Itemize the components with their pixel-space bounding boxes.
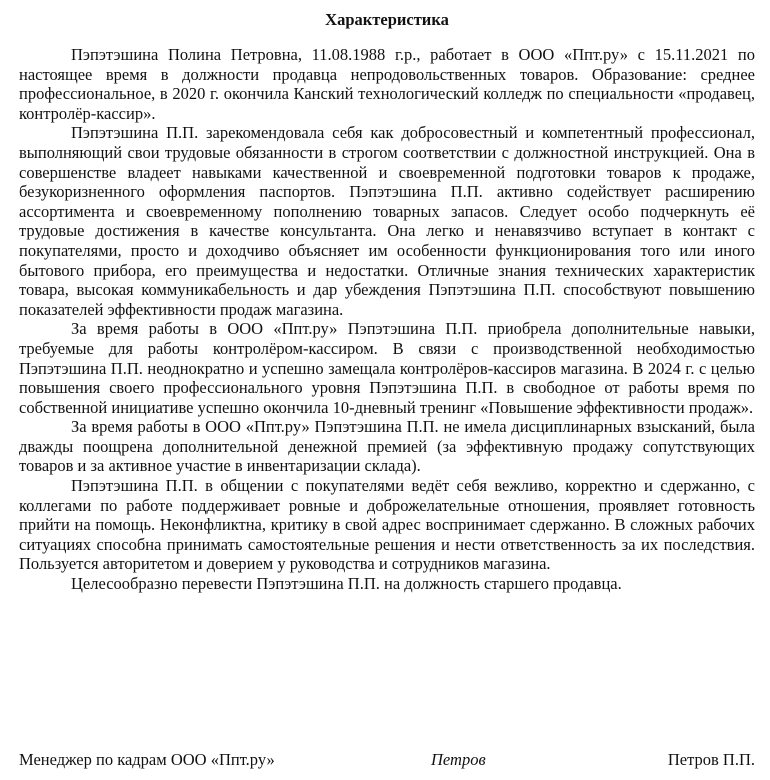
signatory-position: Менеджер по кадрам ООО «Ппт.ру» — [19, 750, 275, 769]
document-body — [19, 0, 755, 594]
signatory-name: Петров П.П. — [667, 750, 755, 769]
signature-block — [19, 749, 755, 771]
paragraph-recommendation: Целесообразно перевести Пэпэтэшина П.П. на должность старшего продавца. — [71, 574, 622, 594]
paragraph-employment: Пэпэтэшина Полина Петровна, 11.08.1988 г.р., работает в ООО «Ппт.ру» с 15.11.2021 по настоящее время в должности продавца непродовольственных товаров. Образование: среднее профессиональное, в 2020 г. окончила Канский технологический колледж по специальности «продавец, контролёр-кассир». — [19, 45, 755, 123]
paragraph-professional-qualities: Пэпэтэшина П.П. зарекомендовала себя как добросовестный и компетентный профессионал, выполняющий свои трудовые обязанности в строгом соответствии с должностной инструкцией. Она в совершенстве владеет навыками качественной и своевременной подготовки товаров к продаже, безукоризненного оформления паспортов. Пэпэтэшина П.П. активно содействует расширению ассортимента и своевременному пополнению товарных запасов. Следует особо подчеркнуть её трудовые достижения в качестве консультанта. Она легко и ненавязчиво вступает в контакт с покупателями, просто и доходчиво объясняет им особенности функционирования того или иного бытового прибора, его преимущества и недостатки. Отличные знания технических характеристик товара, высокая коммуникабельность и дар убеждения Пэпэтэшина П.П. способствуют повышению показателей эффективности продаж магазина. — [19, 123, 755, 319]
document-title: Характеристика — [325, 10, 449, 29]
paragraph-additional-skills: За время работы в ООО «Ппт.ру» Пэпэтэшина П.П. приобрела дополнительные навыки, требуемые для работы контролёром-кассиром. В связи с производственной необходимостью Пэпэтэшина П.П. неоднократно и успешно замещала контролёров-кассиров магазина. В 2024 г. с целью повышения своего профессионального уровня Пэпэтэшина П.П. в свободное от работы время по собственной инициативе успешно окончила 10-дневный тренинг «Повышение эффективности продаж». — [19, 319, 755, 417]
handwritten-signature: Петров — [431, 750, 486, 769]
paragraph-discipline: За время работы в ООО «Ппт.ру» Пэпэтэшина П.П. не имела дисциплинарных взысканий, была дважды поощрена дополнительной денежной премией (за эффективную продажу сопутствующих товаров и за активное участие в инвентаризации склада). — [19, 417, 755, 476]
paragraph-personal-qualities: Пэпэтэшина П.П. в общении с покупателями ведёт себя вежливо, корректно и сдержанно, с коллегами по работе поддерживает ровные и доброжелательные отношения, проявляет готовность прийти на помощь. Неконфликтна, критику в свой адрес воспринимает сдержанно. В сложных рабочих ситуациях способна принимать самостоятельные решения и нести ответственность за их последствия. Пользуется авторитетом и доверием у руководства и сотрудников магазина. — [19, 476, 755, 574]
